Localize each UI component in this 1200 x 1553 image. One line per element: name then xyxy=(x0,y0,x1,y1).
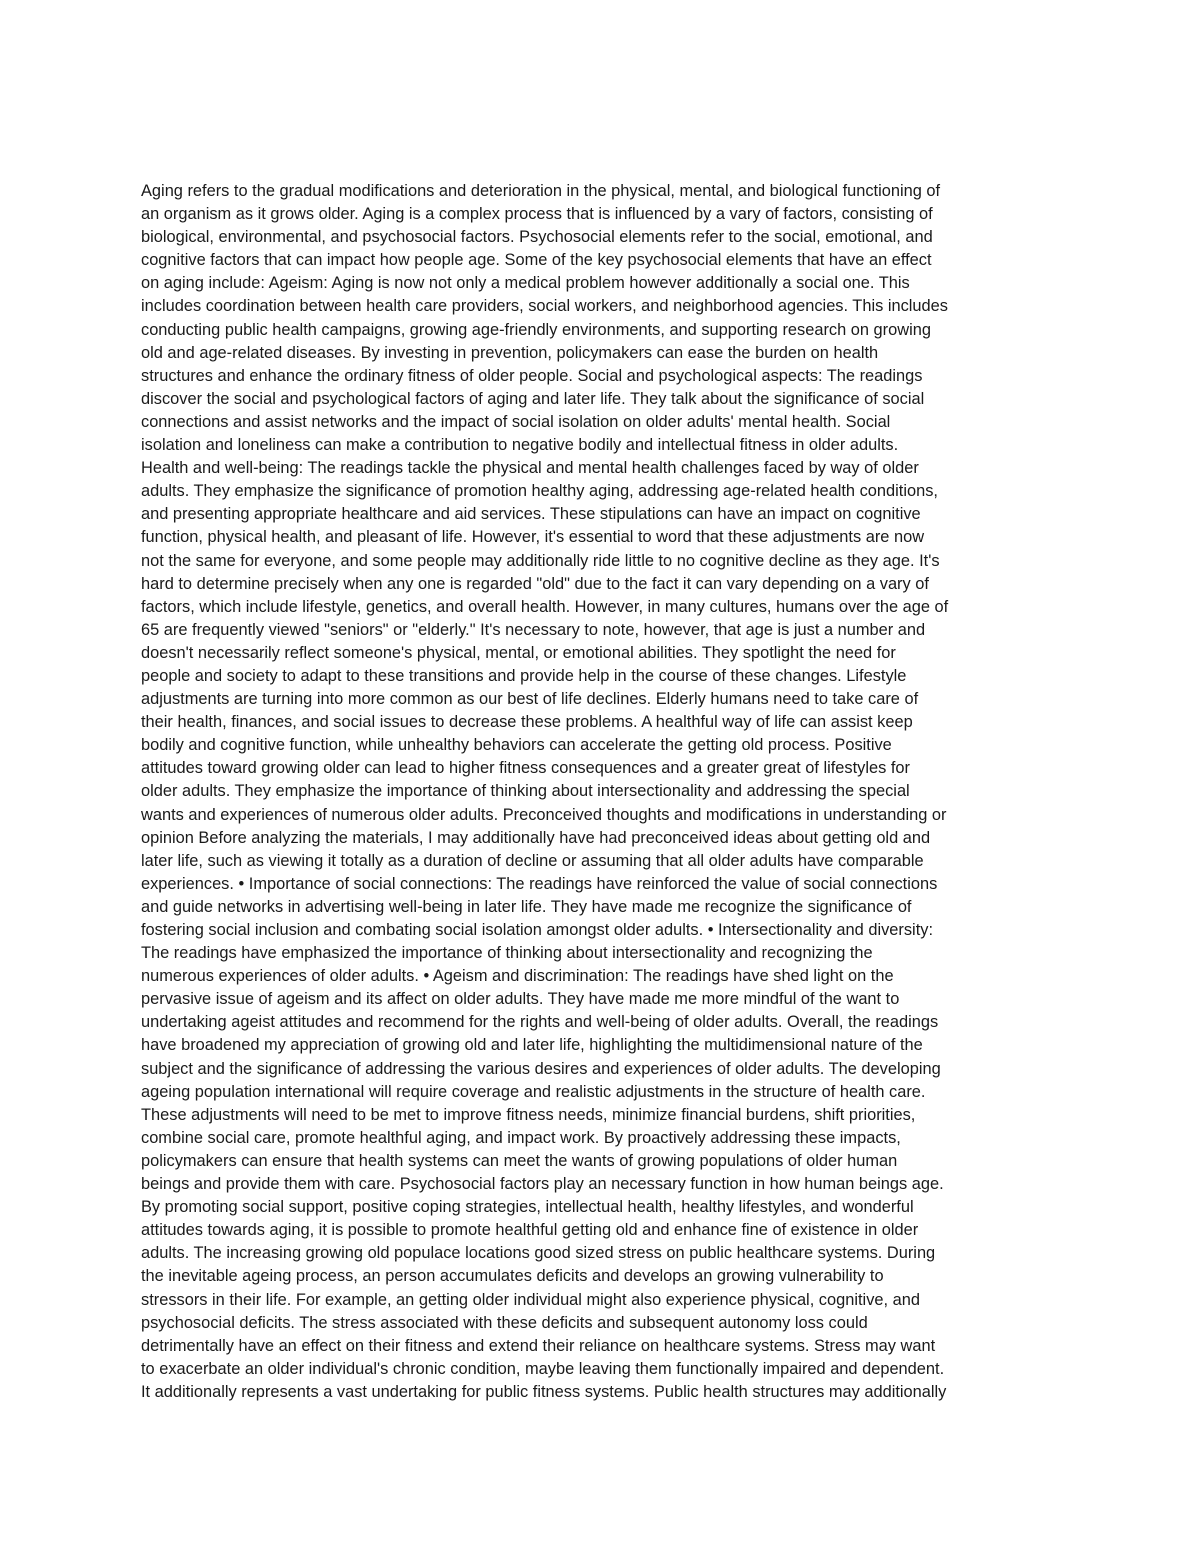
text-line: undertaking ageist attitudes and recommend for the rights and well-being of older adults. Overall, the readings xyxy=(141,1013,939,1032)
text-line: the inevitable ageing process, an person accumulates deficits and develops an growing vulnerability to xyxy=(141,1267,884,1286)
text-line: includes coordination between health care providers, social workers, and neighborhood agencies. This includes xyxy=(141,297,948,316)
text-line: adjustments are turning into more common as our best of life declines. Elderly humans need to take care of xyxy=(141,690,919,709)
text-line: old and age-related diseases. By investing in prevention, policymakers can ease the burden on health xyxy=(141,343,879,362)
text-line: an organism as it grows older. Aging is a complex process that is influenced by a vary of factors, consisting of xyxy=(141,205,933,224)
text-line: to exacerbate an older individual's chronic condition, maybe leaving them functionally impaired and dependent. xyxy=(141,1359,945,1378)
text-line: beings and provide them with care. Psychosocial factors play an necessary function in how human beings age. xyxy=(141,1175,944,1194)
text-line: It additionally represents a vast undertaking for public fitness systems. Public health structures may additionally xyxy=(141,1382,947,1401)
text-line: their health, finances, and social issues to decrease these problems. A healthful way of life can assist keep xyxy=(141,713,913,732)
text-line: attitudes toward growing older can lead to higher fitness consequences and a greater great of lifestyles for xyxy=(141,759,910,778)
text-line: factors, which include lifestyle, genetics, and overall health. However, in many cultures, humans over the age of xyxy=(141,597,949,616)
body-paragraph xyxy=(141,180,1071,1404)
text-line: bodily and cognitive function, while unhealthy behaviors can accelerate the getting old process. Positive xyxy=(141,736,892,755)
text-line: discover the social and psychological factors of aging and later life. They talk about the significance of social xyxy=(141,389,925,408)
text-line: connections and assist networks and the impact of social isolation on older adults' mental health. Social xyxy=(141,412,891,431)
text-line: later life, such as viewing it totally as a duration of decline or assuming that all older adults have comparable xyxy=(141,851,924,870)
text-line: conducting public health campaigns, growing age-friendly environments, and supporting research on growing xyxy=(141,320,931,339)
text-line: combine social care, promote healthful aging, and impact work. By proactively addressing these impacts, xyxy=(141,1128,901,1147)
text-line: biological, environmental, and psychosocial factors. Psychosocial elements refer to the social, emotional, and xyxy=(141,228,933,247)
text-line: stressors in their life. For example, an getting older individual might also experience physical, cognitive, and xyxy=(141,1290,920,1309)
text-line: opinion Before analyzing the materials, I may additionally have had preconceived ideas about getting old and xyxy=(141,828,931,847)
text-line: adults. They emphasize the significance of promotion healthy aging, addressing age-related health conditions, xyxy=(141,482,938,501)
text-line: The readings have emphasized the importance of thinking about intersectionality and recognizing the xyxy=(141,944,873,963)
text-line: people and society to adapt to these transitions and provide help in the course of these changes. Lifestyle xyxy=(141,666,907,685)
text-line: have broadened my appreciation of growing old and later life, highlighting the multidimensional nature of the xyxy=(141,1036,923,1055)
text-line: wants and experiences of numerous older adults. Preconceived thoughts and modifications in understanding or xyxy=(141,805,947,824)
text-line: experiences. • Importance of social connections: The readings have reinforced the value of social connections xyxy=(141,874,938,893)
text-line: and presenting appropriate healthcare and aid services. These stipulations can have an impact on cognitive xyxy=(141,505,921,524)
text-line: structures and enhance the ordinary fitness of older people. Social and psychological aspects: The readings xyxy=(141,366,923,385)
text-line: subject and the significance of addressing the various desires and experiences of older adults. The developing xyxy=(141,1059,941,1078)
text-line: function, physical health, and pleasant of life. However, it's essential to word that these adjustments are now xyxy=(141,528,925,547)
text-line: ageing population international will require coverage and realistic adjustments in the structure of health care. xyxy=(141,1082,926,1101)
text-line: hard to determine precisely when any one is regarded "old" due to the fact it can vary depending on a vary of xyxy=(141,574,929,593)
text-line: and guide networks in advertising well-being in later life. They have made me recognize the significance of xyxy=(141,897,912,916)
text-line: Aging refers to the gradual modifications and deterioration in the physical, mental, and biological functioning of xyxy=(141,182,941,200)
text-line: detrimentally have an effect on their fitness and extend their reliance on healthcare systems. Stress may want xyxy=(141,1336,936,1355)
text-line: cognitive factors that can impact how people age. Some of the key psychosocial elements that have an effect xyxy=(141,251,932,270)
text-line: These adjustments will need to be met to improve fitness needs, minimize financial burdens, shift priorities, xyxy=(141,1105,916,1124)
text-line: isolation and loneliness can make a contribution to negative bodily and intellectual fitness in older adults. xyxy=(141,436,899,455)
text-line: adults. The increasing growing old populace locations good sized stress on public healthcare systems. During xyxy=(141,1244,936,1263)
text-line: numerous experiences of older adults. • Ageism and discrimination: The readings have shed light on the xyxy=(141,967,894,986)
text-line: 65 are frequently viewed "seniors" or "elderly." It's necessary to note, however, that age is just a number and xyxy=(141,620,926,639)
text-line: By promoting social support, positive coping strategies, intellectual health, healthy lifestyles, and wonderful xyxy=(141,1198,914,1217)
text-line: on aging include: Ageism: Aging is now not only a medical problem however additionally a social one. This xyxy=(141,274,910,293)
text-line: not the same for everyone, and some people may additionally ride little to no cognitive decline as they age. It's xyxy=(141,551,940,570)
text-line: doesn't necessarily reflect someone's physical, mental, or emotional abilities. They spotlight the need for xyxy=(141,643,896,662)
text-line: psychosocial deficits. The stress associated with these deficits and subsequent autonomy loss could xyxy=(141,1313,868,1332)
text-line: Health and well-being: The readings tackle the physical and mental health challenges faced by way of older xyxy=(141,459,919,478)
text-line: fostering social inclusion and combating social isolation amongst older adults. • Intersectionality and diversity: xyxy=(141,921,933,939)
text-line: older adults. They emphasize the importance of thinking about intersectionality and addressing the special xyxy=(141,782,910,801)
text-line: policymakers can ensure that health systems can meet the wants of growing populations of older human xyxy=(141,1151,898,1170)
text-line: attitudes towards aging, it is possible to promote healthful getting old and enhance fine of existence in older xyxy=(141,1221,919,1240)
text-line: pervasive issue of ageism and its affect on older adults. They have made me more mindful of the want to xyxy=(141,990,900,1009)
